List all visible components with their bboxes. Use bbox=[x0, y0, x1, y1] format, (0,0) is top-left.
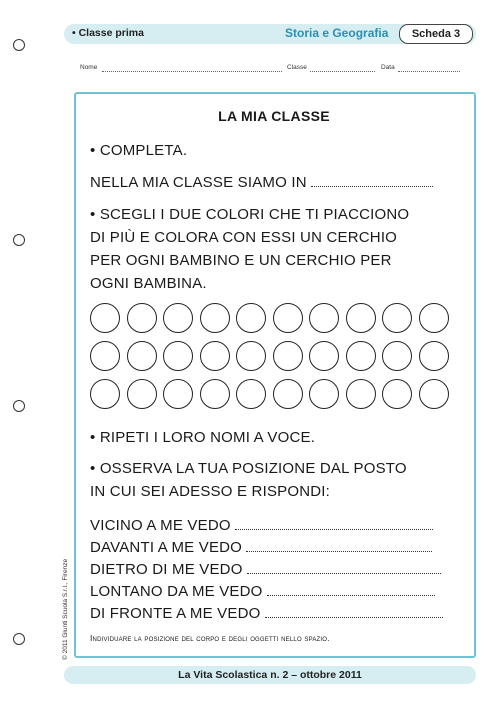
section-complete-text: NELLA MIA CLASSE SIAMO IN bbox=[90, 174, 307, 191]
section-names-heading: • RIPETI I LORO NOMI A VOCE. bbox=[90, 429, 316, 446]
color-circle[interactable] bbox=[90, 303, 120, 333]
color-circle[interactable] bbox=[90, 341, 120, 371]
answer-row bbox=[90, 515, 433, 537]
color-circle[interactable] bbox=[309, 341, 339, 371]
worksheet-title: LA MIA CLASSE bbox=[218, 108, 330, 124]
answer-blank[interactable] bbox=[247, 559, 441, 574]
section-complete-line bbox=[90, 172, 433, 194]
answer-blank[interactable] bbox=[267, 581, 435, 596]
color-circle[interactable] bbox=[419, 341, 449, 371]
date-blank[interactable] bbox=[398, 71, 460, 72]
class-blank[interactable] bbox=[310, 71, 375, 72]
circle-row bbox=[90, 341, 449, 371]
name-label: Nome bbox=[80, 64, 98, 71]
color-circle[interactable] bbox=[236, 379, 266, 409]
sheet-number: Scheda 3 bbox=[399, 24, 473, 44]
subject-title: Storia e Geografia bbox=[285, 25, 389, 40]
section-colors-line-3: PER OGNI BAMBINO E UN CERCHIO PER bbox=[90, 252, 392, 269]
color-circle[interactable] bbox=[273, 303, 303, 333]
binder-hole-top bbox=[13, 39, 25, 51]
answer-label: DI FRONTE A ME VEDO bbox=[90, 605, 261, 622]
answer-blank[interactable] bbox=[235, 515, 433, 530]
teacher-note: Individuare la posizione del corpo e degli oggetti nello spazio. bbox=[90, 633, 330, 643]
color-circle[interactable] bbox=[200, 379, 230, 409]
color-circle[interactable] bbox=[346, 379, 376, 409]
copyright-notice: © 2011 Giunti Scuola S.r.l., Firenze bbox=[62, 558, 69, 660]
grade-label: • Classe prima bbox=[72, 27, 144, 39]
section-position-line-2: IN CUI SEI ADESSO E RISPONDI: bbox=[90, 483, 331, 500]
section-colors-line-2: DI PIÙ E COLORA CON ESSI UN CERCHIO bbox=[90, 229, 398, 246]
color-circle[interactable] bbox=[236, 341, 266, 371]
answer-row bbox=[90, 581, 435, 603]
color-circle[interactable] bbox=[346, 303, 376, 333]
answer-blank[interactable] bbox=[265, 603, 443, 618]
answer-blank[interactable] bbox=[246, 537, 432, 552]
color-circle[interactable] bbox=[419, 303, 449, 333]
class-label: Classe bbox=[287, 64, 307, 71]
color-circle[interactable] bbox=[382, 341, 412, 371]
color-circle[interactable] bbox=[163, 379, 193, 409]
circle-row bbox=[90, 379, 449, 409]
circle-row bbox=[90, 303, 449, 333]
color-circle[interactable] bbox=[382, 303, 412, 333]
color-circle[interactable] bbox=[273, 341, 303, 371]
section-colors-line-1: • SCEGLI I DUE COLORI CHE TI PIACCIONO bbox=[90, 206, 410, 223]
color-circle[interactable] bbox=[346, 341, 376, 371]
color-circle[interactable] bbox=[127, 379, 157, 409]
color-circle[interactable] bbox=[309, 303, 339, 333]
binder-hole-lower bbox=[13, 400, 25, 412]
section-complete-heading: • COMPLETA. bbox=[90, 142, 188, 159]
binder-hole-middle bbox=[13, 234, 25, 246]
color-circle[interactable] bbox=[382, 379, 412, 409]
date-label: Data bbox=[381, 64, 395, 71]
color-circle[interactable] bbox=[90, 379, 120, 409]
answer-row bbox=[90, 537, 432, 559]
color-circle[interactable] bbox=[200, 341, 230, 371]
color-circle[interactable] bbox=[127, 341, 157, 371]
answer-label: DAVANTI A ME VEDO bbox=[90, 539, 243, 556]
color-circle[interactable] bbox=[127, 303, 157, 333]
answer-label: LONTANO DA ME VEDO bbox=[90, 583, 263, 600]
answer-row bbox=[90, 559, 441, 581]
answer-label: VICINO A ME VEDO bbox=[90, 517, 231, 534]
name-blank[interactable] bbox=[102, 71, 282, 72]
color-circle[interactable] bbox=[163, 303, 193, 333]
color-circle[interactable] bbox=[309, 379, 339, 409]
footer-issue: La Vita Scolastica n. 2 – ottobre 2011 bbox=[178, 669, 362, 681]
answer-label: DIETRO DI ME VEDO bbox=[90, 561, 243, 578]
answer-row bbox=[90, 603, 443, 625]
color-circle[interactable] bbox=[200, 303, 230, 333]
section-colors-line-4: OGNI BAMBINA. bbox=[90, 275, 207, 292]
color-circle[interactable] bbox=[236, 303, 266, 333]
section-position-line-1: • OSSERVA LA TUA POSIZIONE DAL POSTO bbox=[90, 460, 407, 477]
color-circle[interactable] bbox=[273, 379, 303, 409]
color-circle[interactable] bbox=[163, 341, 193, 371]
binder-hole-bottom bbox=[13, 633, 25, 645]
answer-blank[interactable] bbox=[311, 172, 433, 187]
color-circle[interactable] bbox=[419, 379, 449, 409]
